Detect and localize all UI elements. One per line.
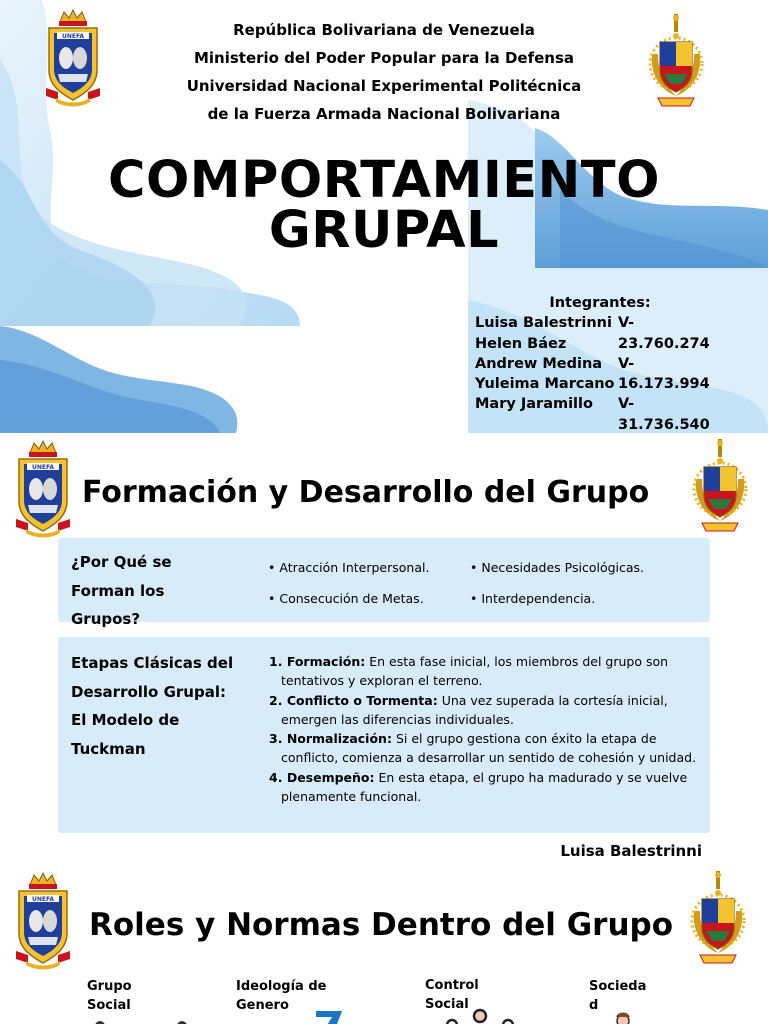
heading-line: Forman los [71, 581, 165, 600]
category-line: Grupo [87, 979, 132, 994]
military-seal-logo [644, 14, 708, 114]
military-seal-logo [686, 871, 750, 971]
heading-line: Grupos? [71, 610, 141, 628]
member-name: Luisa Balestrinni [475, 315, 612, 332]
stage-item [269, 691, 709, 730]
stage-item [269, 768, 709, 807]
stage-number: 1. [269, 654, 283, 669]
slide-title: Roles y Normas Dentro del Grupo [89, 907, 674, 943]
category-grupo-social [87, 977, 132, 1015]
member-name: Yuleima Marcano [475, 376, 615, 393]
heading-line: Tuckman [71, 739, 146, 758]
stage-text: Una vez superada la cortesía inicial, emergen las diferencias individuales. [281, 692, 668, 727]
header-line: República Bolivariana de Venezuela [233, 21, 535, 39]
cover-title [60, 151, 708, 260]
header-line: de la Fuerza Armada Nacional Bolivariana [207, 105, 561, 123]
slide-title: Formación y Desarrollo del Grupo [82, 475, 650, 510]
roles-slide [0, 865, 768, 1024]
member-name [475, 415, 618, 433]
bullet-item: • Necesidades Psicológicas. [470, 560, 645, 575]
heading-line: El Modelo de [71, 711, 180, 729]
member-row [475, 354, 710, 374]
category-line: Socieda [589, 979, 647, 994]
stage-text: En esta etapa, el grupo ha madurado y se vuelve plenamente funcional. [281, 769, 688, 805]
military-seal-icon [686, 871, 750, 967]
university-crest-icon [44, 8, 102, 108]
member-name: Andrew Medina [475, 355, 603, 372]
member-name: Helen Báez [475, 335, 567, 352]
stage-term: Formación: [286, 654, 366, 669]
heading-line: Desarrollo Grupal: [71, 682, 226, 701]
stage-item [269, 652, 709, 691]
stage-text: Si el grupo gestiona con éxito la etapa de conflicto, comienza a desarrollar un sentido de cohesión y unidad. [281, 731, 697, 766]
category-line: Social [425, 997, 469, 1012]
stage-item [269, 729, 709, 768]
bullet-item: • Atracción Interpersonal. [268, 560, 430, 575]
institution-header [120, 16, 648, 128]
bullet-item: • Interdependencia. [470, 591, 596, 606]
stage-text: En esta fase inicial, los miembros del grupo son tentativos y exploran el terreno. [281, 654, 669, 689]
why-groups-panel [58, 538, 710, 628]
cover-slide [0, 0, 768, 433]
member-row [475, 313, 710, 333]
category-sociedad [589, 977, 646, 1015]
tuckman-panel [58, 637, 710, 833]
crest-banner-text: UNEFA [61, 33, 85, 40]
member-id: V- [618, 315, 635, 332]
stage-term: Normalización: [286, 731, 392, 747]
military-seal-logo [688, 439, 752, 539]
why-heading [71, 548, 172, 634]
member-id: V- [618, 355, 635, 372]
person-icon [608, 1011, 638, 1024]
bullet-text: Atracción Interpersonal. [279, 560, 430, 575]
heading-line: ¿Por Qué se [71, 553, 172, 571]
bullet-item: • Consecución de Metas. [268, 591, 424, 606]
member-row [475, 394, 710, 414]
members-table [475, 313, 710, 433]
university-crest-logo [14, 871, 72, 975]
cover-title-line2: GRUPAL [268, 201, 500, 260]
people-network-icon [440, 1007, 520, 1024]
stage-term: Conflicto o Tormenta: [286, 692, 438, 708]
member-id: 23.760.274 [618, 335, 710, 352]
member-id: 31.736.540 [618, 416, 710, 433]
tuckman-heading [71, 649, 233, 763]
category-line: d [589, 998, 599, 1013]
university-crest-icon [14, 439, 72, 539]
members-block [475, 293, 725, 433]
crest-banner-text: UNEFA [31, 464, 55, 471]
category-line: Genero [236, 998, 289, 1013]
header-line: Universidad Nacional Experimental Politécnica [186, 77, 582, 95]
member-row [475, 374, 710, 394]
member-id: 16.173.994 [618, 376, 710, 393]
category-line: Ideología de [236, 979, 327, 994]
member-row [475, 334, 710, 354]
crest-banner-text: UNEFA [31, 896, 55, 903]
members-label: Integrantes: [549, 295, 651, 311]
heading-line: Etapas Clásicas del [71, 654, 234, 672]
bullet-text: Consecución de Metas. [279, 591, 424, 606]
stage-number: 3. [269, 731, 283, 747]
university-crest-icon [14, 871, 72, 971]
military-seal-icon [644, 14, 708, 110]
bullet-text: Necesidades Psicológicas. [481, 560, 645, 575]
header-line: Ministerio del Poder Popular para la Defensa [193, 49, 575, 67]
formation-slide [0, 433, 768, 865]
stage-number: 4. [269, 769, 283, 785]
category-ideologia-genero [236, 977, 326, 1015]
member-id: V- [618, 396, 635, 413]
university-crest-logo [44, 8, 102, 112]
member-name: Mary Jaramillo [475, 396, 593, 413]
group-icon [90, 1015, 200, 1024]
university-crest-logo [14, 439, 72, 543]
cover-title-line1: COMPORTAMIENTO [108, 151, 660, 210]
category-line: Control [425, 978, 479, 993]
member-row [475, 415, 710, 433]
category-line: Social [87, 998, 131, 1013]
stage-number: 2. [269, 692, 283, 708]
slide-author: Luisa Balestrinni [560, 842, 702, 860]
bullet-text: Interdependencia. [481, 591, 596, 606]
gender-icon [314, 1009, 346, 1024]
tuckman-stage-list [269, 652, 709, 806]
military-seal-icon [688, 439, 752, 535]
stage-term: Desempeño: [286, 769, 375, 785]
